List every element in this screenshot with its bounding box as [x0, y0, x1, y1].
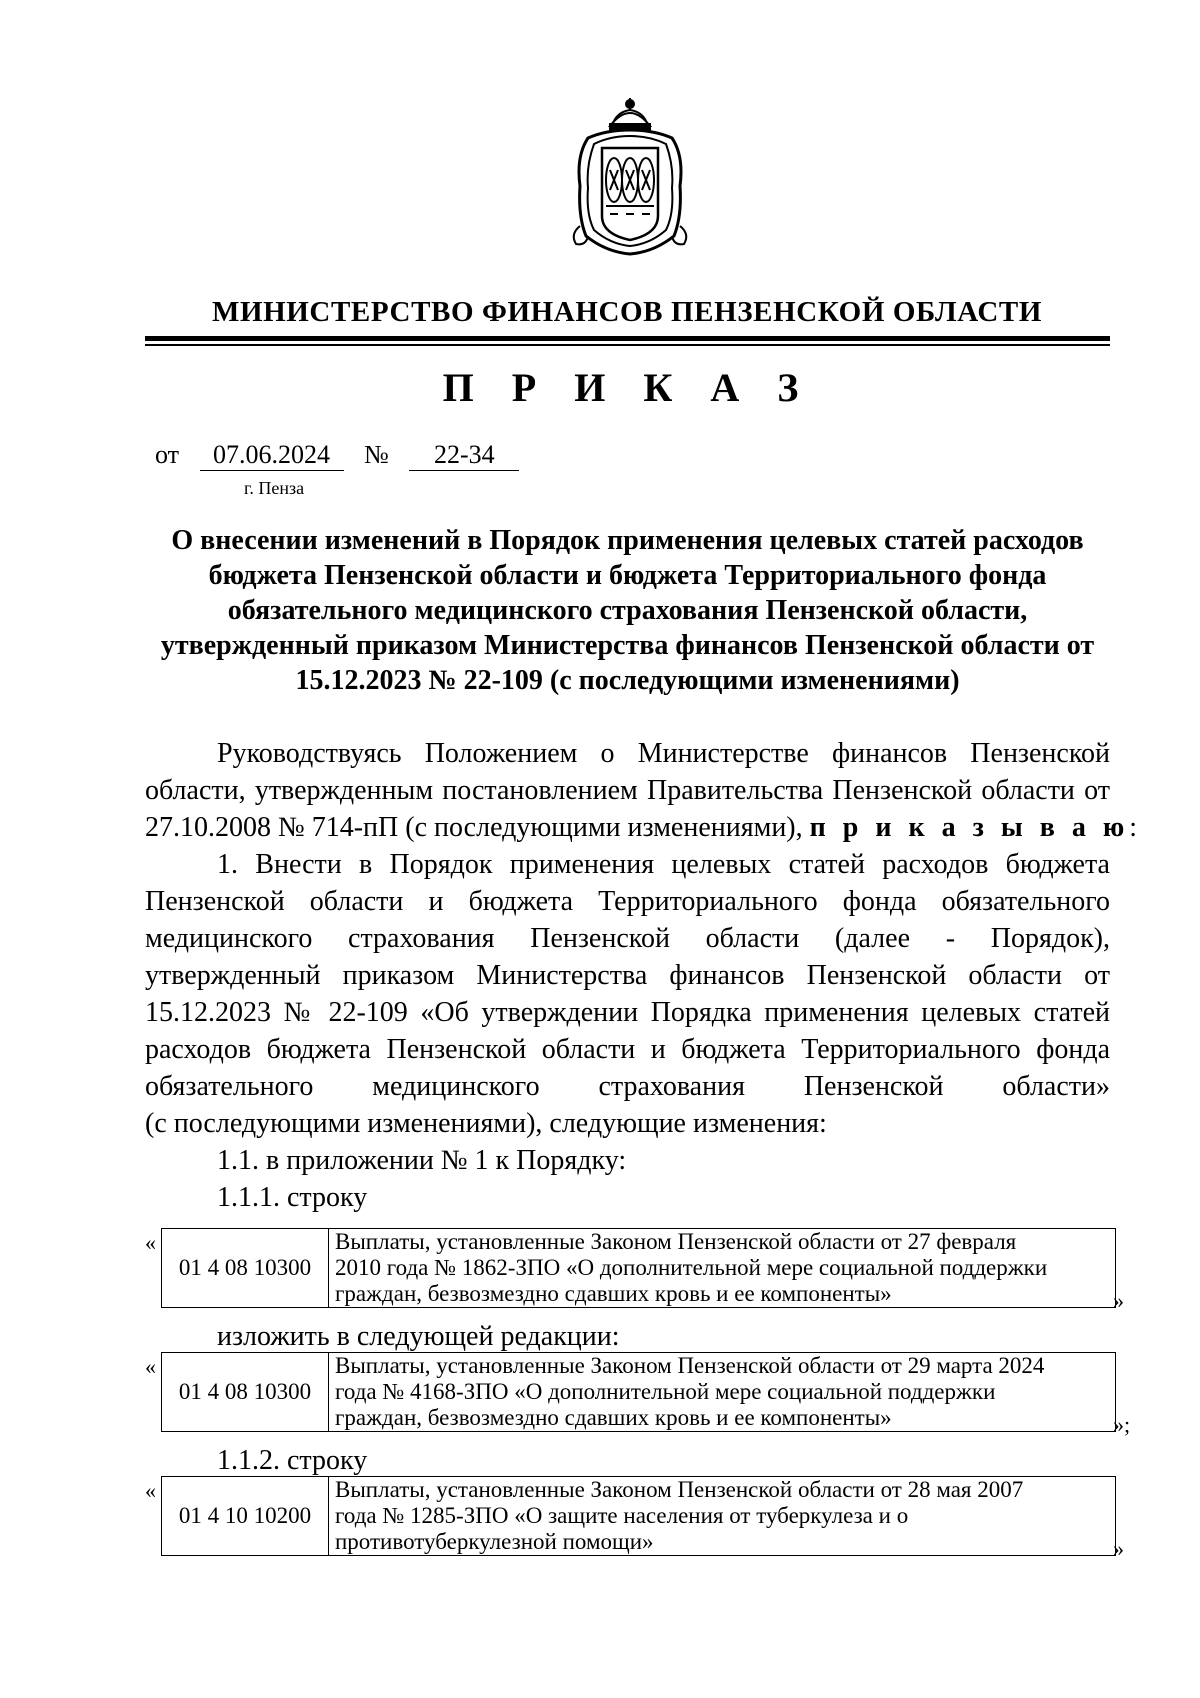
- number-label: №: [364, 440, 389, 469]
- code-cell: 01 4 08 10300: [162, 1353, 329, 1432]
- order-date: 07.06.2024: [200, 440, 344, 471]
- colon: :: [1129, 812, 1138, 843]
- description-line: граждан, безвозмездно сдавших кровь и ее компоненты»: [335, 1405, 892, 1430]
- quote-open: «: [145, 1354, 156, 1379]
- description-cell: [329, 1229, 1116, 1308]
- restate-line-block: [145, 1318, 1110, 1355]
- description-line: граждан, безвозмездно сдавших кровь и ее компоненты»: [335, 1281, 892, 1306]
- description-line: Выплаты, установленные Законом Пензенской области от 28 мая 2007: [335, 1477, 1024, 1502]
- item-1-line: Пензенской области и бюджета Территориального фонда обязательного: [145, 886, 1110, 917]
- description-line: противотуберкулезной помощи»: [335, 1529, 654, 1554]
- item-1-1-2-block: [145, 1442, 1110, 1479]
- title-line: утвержденный приказом Министерства финансов Пензенской области от: [160, 630, 1095, 661]
- description-cell: [329, 1477, 1116, 1556]
- title-line: обязательного медицинского страхования Пензенской области,: [227, 595, 1028, 626]
- description-line: года № 4168-ЗПО «О дополнительной мере социальной поддержки: [335, 1379, 996, 1404]
- quote-close: »: [1113, 1288, 1124, 1313]
- quote-close: »: [1113, 1536, 1124, 1561]
- item-1-1-1: 1.1.1. строку: [217, 1182, 368, 1213]
- table-row: [162, 1353, 1116, 1432]
- title-line: О внесении изменений в Порядок применения целевых статей расходов: [171, 525, 1084, 556]
- code-cell: 01 4 08 10300: [162, 1229, 329, 1308]
- description-cell: [329, 1353, 1116, 1432]
- preamble-line: [145, 809, 1138, 846]
- item-1-line: 15.12.2023 № 22-109 «Об утверждении Порядка применения целевых статей: [145, 997, 1110, 1028]
- description-line: Выплаты, установленные Законом Пензенской области от 27 февраля: [335, 1229, 1017, 1254]
- coat-of-arms-emblem: [566, 96, 694, 256]
- preamble-line: области, утвержденным постановлением Правительства Пензенской области от: [145, 775, 1110, 806]
- description-line: года № 1285-ЗПО «О защите населения от туберкулеза и о: [335, 1503, 909, 1528]
- item-1-paragraph: [145, 846, 1110, 1216]
- title-line: бюджета Пензенской области и бюджета Территориального фонда: [208, 560, 1047, 591]
- description-line: 2010 года № 1862-ЗПО «О дополнительной мере социальной поддержки: [335, 1255, 1048, 1280]
- code-table: [161, 1228, 1116, 1308]
- quote-open: «: [145, 1478, 156, 1503]
- item-1-line: утвержденный приказом Министерства финансов Пензенской области от: [145, 960, 1110, 991]
- item-1-1-2: 1.1.2. строку: [217, 1445, 368, 1476]
- quote-close-semicolon: »;: [1113, 1412, 1131, 1437]
- item-1-line: (с последующими изменениями), следующие изменения:: [145, 1108, 827, 1139]
- city-label: г. Пенза: [244, 478, 305, 498]
- preamble-paragraph: [145, 735, 1138, 846]
- table-row: [162, 1229, 1116, 1308]
- header-divider-thin: [145, 344, 1110, 346]
- table-row: [162, 1477, 1116, 1556]
- date-row: [155, 440, 519, 471]
- preamble-text: 27.10.2008 № 714-пП (с последующими изменениями),: [145, 812, 803, 843]
- code-table: [161, 1352, 1116, 1432]
- item-1-line: 1. Внести в Порядок применения целевых статей расходов бюджета: [217, 849, 1110, 880]
- code-cell: 01 4 10 10200: [162, 1477, 329, 1556]
- restate-text: изложить в следующей редакции:: [217, 1321, 620, 1352]
- document-type-heading: П Р И К А З: [442, 365, 813, 410]
- item-1-line: медицинского страхования Пензенской области (далее - Порядок),: [145, 923, 1110, 954]
- description-line: Выплаты, установленные Законом Пензенской области от 29 марта 2024: [335, 1353, 1045, 1378]
- title-line: 15.12.2023 № 22-109 (с последующими изменениями): [295, 665, 960, 696]
- item-1-line: обязательного медицинского страхования Пензенской области»: [145, 1071, 1110, 1102]
- ministry-name: МИНИСТЕРСТВО ФИНАНСОВ ПЕНЗЕНСКОЙ ОБЛАСТИ: [211, 296, 1043, 328]
- order-number: 22-34: [409, 440, 519, 471]
- code-table: [161, 1476, 1116, 1556]
- item-1-line: расходов бюджета Пензенской области и бюджета Территориального фонда: [145, 1034, 1110, 1065]
- from-label: от: [155, 440, 180, 469]
- header-divider-thick: [145, 336, 1110, 341]
- item-1-1: 1.1. в приложении № 1 к Порядку:: [217, 1145, 627, 1176]
- document-title: [145, 523, 1110, 698]
- order-verb: п р и к а з ы в а ю: [809, 812, 1130, 843]
- quote-open: «: [145, 1230, 156, 1255]
- preamble-line: Руководствуясь Положением о Министерстве финансов Пензенской: [217, 738, 1110, 769]
